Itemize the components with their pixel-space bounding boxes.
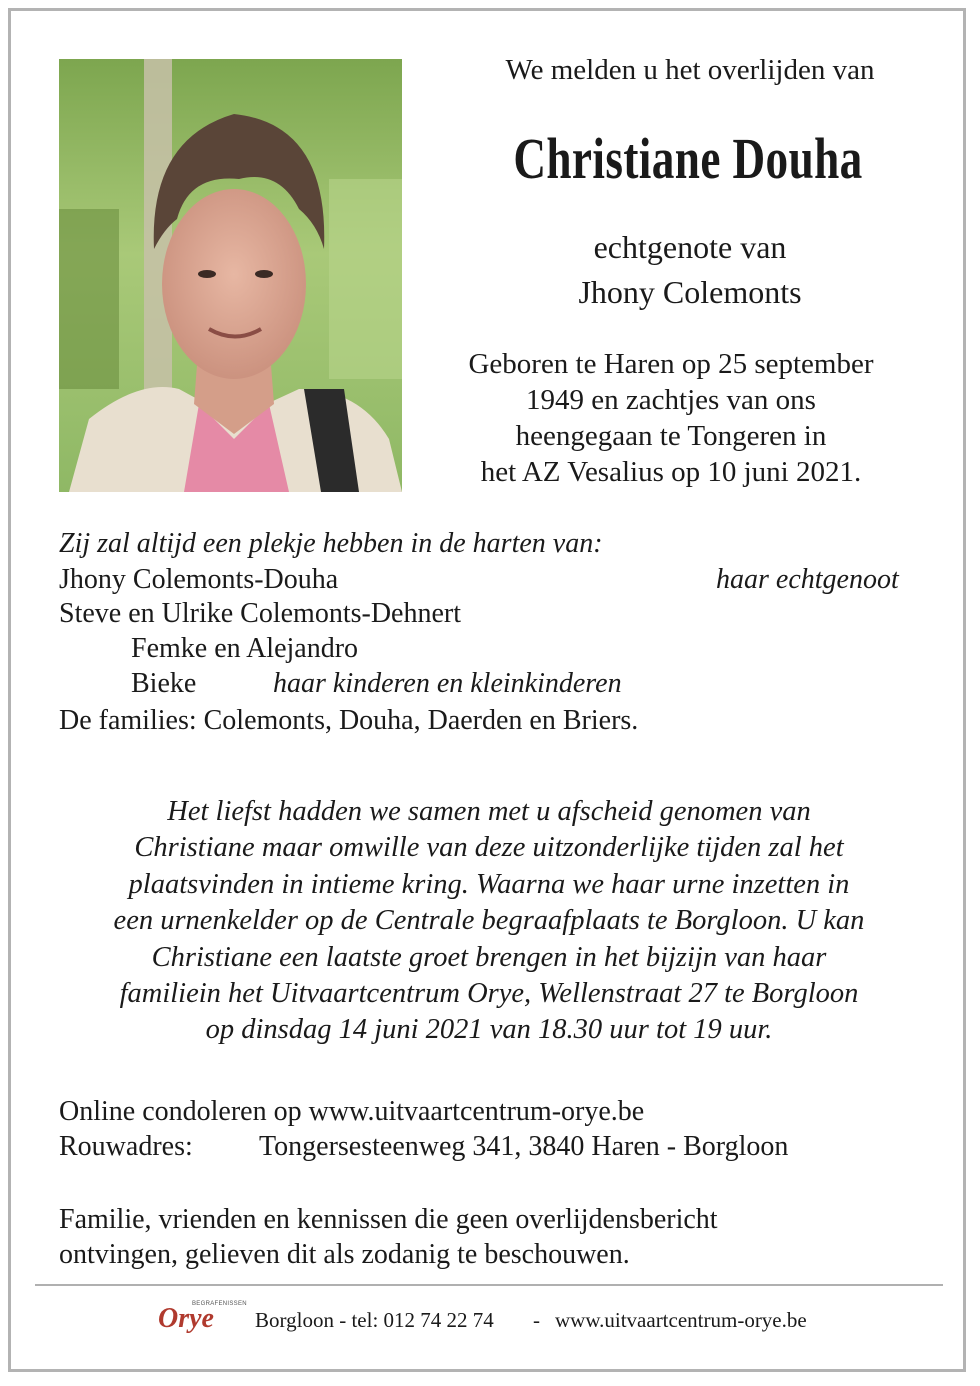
birth-line: heengegaan te Tongeren in: [515, 420, 827, 452]
logo-wordmark: Orye: [158, 1303, 214, 1334]
logo-tagline: BEGRAFENISSEN: [192, 1301, 247, 1307]
footer-divider: [35, 1284, 943, 1286]
portrait-photo: [59, 59, 402, 492]
message-line: Het liefst hadden we samen met u afscheid genomen van: [167, 796, 811, 827]
family-families: De families: Colemonts, Douha, Daerden en Briers.: [59, 705, 639, 736]
address-label: Rouwadres:: [59, 1131, 193, 1162]
family-heading: Zij zal altijd een plekje hebben in de harten van:: [59, 528, 603, 559]
message-line: Christiane een laatste groet brengen in het bijzijn van haar: [151, 941, 827, 973]
message-line: plaatsvinden in intieme kring. Waarna we haar urne inzetten in: [128, 868, 850, 900]
footer-phone: Borgloon - tel: 012 74 22 74: [255, 1308, 494, 1332]
message-line: een urnenkelder op de Centrale begraafplaats te Borgloon. U kan: [113, 905, 865, 937]
birth-line: het AZ Vesalius op 10 juni 2021.: [480, 456, 862, 488]
family-child: Steve en Ulrike Colemonts-Dehnert: [59, 598, 462, 629]
closing-note: ontvingen, gelieven dit als zodanig te beschouwen.: [59, 1239, 630, 1270]
message-line: op dinsdag 14 juni 2021 van 18.30 uur tot 19 uur.: [205, 1014, 773, 1046]
family-husband-name: Jhony Colemonts-Douha: [59, 564, 339, 595]
farewell-message: [59, 794, 919, 1049]
family-husband-role: haar echtgenoot: [716, 564, 899, 595]
online-condolences: Online condoleren op www.uitvaartcentrum-orye.be: [59, 1096, 645, 1127]
birth-line: Geboren te Haren op 25 september: [468, 348, 874, 380]
spouse-relation: echtgenote van: [593, 229, 787, 265]
spouse-name: Jhony Colemonts: [578, 274, 802, 310]
family-children-role: haar kinderen en kleinkinderen: [273, 668, 622, 699]
birth-line: 1949 en zachtjes van ons: [526, 384, 816, 416]
orye-logo: [152, 1301, 247, 1336]
footer-separator: -: [533, 1308, 540, 1332]
footer-website: www.uitvaartcentrum-orye.be: [555, 1308, 807, 1332]
message-line: Christiane maar omwille van deze uitzonderlijke tijden zal het: [134, 832, 844, 864]
closing-note: Familie, vrienden en kennissen die geen overlijdensbericht: [59, 1204, 718, 1235]
family-grandchild: Femke en Alejandro: [131, 633, 359, 664]
deceased-name: Christiane Douha: [513, 126, 863, 191]
mourning-address: Tongersesteenweg 341, 3840 Haren - Borgloon: [259, 1131, 789, 1162]
birth-death-info: [412, 346, 930, 490]
message-line: familiein het Uitvaartcentrum Orye, Wellenstraat 27 te Borgloon: [119, 978, 859, 1010]
intro-text: We melden u het overlijden van: [505, 54, 875, 86]
family-grandchild: Bieke: [131, 668, 197, 699]
footer: [0, 1301, 980, 1340]
